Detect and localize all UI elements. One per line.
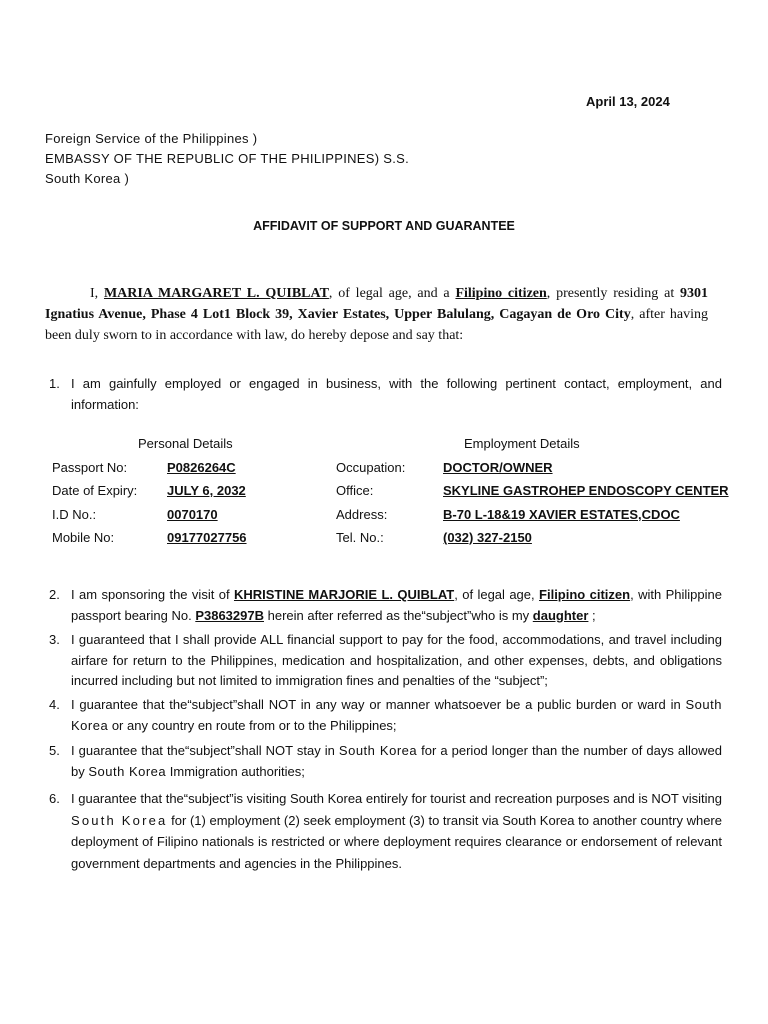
item-5-country-2: South Korea	[88, 763, 167, 779]
intro-pronoun: I,	[90, 286, 99, 301]
id-value: 0070170	[167, 507, 218, 522]
document-title: AFFIDAVIT OF SUPPORT AND GUARANTEE	[253, 219, 515, 233]
item-2-text-1: I am sponsoring the visit of	[71, 587, 230, 602]
item-6-text-1: I guarantee that the“subject”is visiting South Korea entirely for tourist and recreation purposes and is NOT visiting	[71, 791, 722, 806]
mobile-value: 09177027756	[167, 530, 247, 545]
intro-text-3: , after having been duly sworn to in accordance with law, do hereby depose and say that:	[45, 307, 709, 343]
intro-text-1: , of legal age, and a	[328, 286, 450, 301]
venue-block	[45, 129, 409, 189]
item-5-text-3: Immigration authorities;	[169, 763, 305, 779]
item-6-number: 6.	[49, 791, 60, 806]
item-3-number: 3.	[49, 632, 60, 647]
office-label: Office:	[336, 483, 374, 498]
subject-citizenship: Filipino citizen	[539, 587, 631, 602]
intro-paragraph	[45, 283, 708, 346]
item-2-text-3: , with Philippine passport bearing No.	[71, 587, 722, 623]
mobile-label: Mobile No:	[52, 530, 115, 545]
subject-name: KHRISTINE MARJORIE L. QUIBLAT	[233, 587, 455, 602]
item-6-text-2: for (1) employment (2) seek employment (3) to transit via South Korea to another country where deployment of Filipino nationals is restricted or where deployment requires clearance or endorsement of relevant government departments and agencies in the Philippines.	[71, 812, 722, 871]
occupation-label: Occupation:	[336, 460, 406, 475]
item-5	[49, 741, 722, 782]
item-2-text-4: herein after referred as the“subject”who is my	[267, 607, 530, 623]
item-1	[49, 374, 722, 415]
affiant-citizenship: Filipino citizen	[455, 286, 547, 301]
item-1-number: 1.	[49, 376, 60, 391]
item-1-text: I am gainfully employed or engaged in business, with the following pertinent contact, employment, and information:	[71, 376, 722, 412]
subject-passport: P3863297B	[195, 607, 264, 623]
item-2	[49, 585, 722, 626]
expiry-label: Date of Expiry:	[52, 483, 138, 498]
item-5-text-1: I guarantee that the“subject”shall NOT stay in	[71, 743, 335, 758]
item-4-country: South Korea	[71, 697, 722, 733]
tel-value: (032) 327-2150	[443, 530, 532, 545]
passport-label: Passport No:	[52, 460, 128, 475]
item-4-number: 4.	[49, 697, 60, 712]
item-5-text-2: for a period longer than the number of days allowed by	[71, 743, 722, 779]
item-2-text-5: ;	[592, 607, 596, 623]
item-4-text-1: I guarantee that the“subject”shall NOT in any way or manner whatsoever be a public burden or ward in	[71, 697, 681, 712]
venue-line-2: EMBASSY OF THE REPUBLIC OF THE PHILIPPINES) S.S.	[45, 151, 410, 166]
item-3	[49, 630, 722, 692]
item-2-number: 2.	[49, 587, 60, 602]
address-label: Address:	[336, 507, 388, 522]
item-5-number: 5.	[49, 743, 60, 758]
venue-line-1: Foreign Service of the Philippines )	[45, 131, 258, 146]
item-3-text: I guaranteed that I shall provide ALL financial support to pay for the food, accommodations, and travel including airfare for return to the Philippines, medication and hospitalization, and other expenses, debts, and obligations incurred including but not limited to immigration fines and penalties of the “subject”;	[71, 632, 722, 688]
affiant-name: MARIA MARGARET L. QUIBLAT	[103, 286, 329, 301]
item-6	[49, 788, 722, 874]
item-4	[49, 695, 722, 736]
personal-details-header: Personal Details	[138, 436, 233, 451]
tel-label: Tel. No.:	[336, 530, 384, 545]
item-6-country: South Korea	[71, 812, 168, 828]
item-4-text-2: or any country en route from or to the Philippines;	[111, 717, 397, 733]
occupation-value: DOCTOR/OWNER	[443, 460, 553, 475]
passport-value: P0826264C	[167, 460, 236, 475]
intro-text-2: , presently residing at	[546, 286, 675, 301]
item-5-country: South Korea	[338, 743, 418, 758]
document-date: April 13, 2024	[586, 94, 670, 109]
address-value: B-70 L-18&19 XAVIER ESTATES,CDOC	[443, 507, 680, 522]
venue-line-3: South Korea )	[45, 171, 130, 186]
subject-relation: daughter	[532, 607, 589, 623]
employment-details-header: Employment Details	[464, 436, 580, 451]
expiry-value: JULY 6, 2032	[167, 483, 246, 498]
id-label: I.D No.:	[52, 507, 97, 522]
office-value: SKYLINE GASTROHEP ENDOSCOPY CENTER	[443, 483, 729, 498]
item-2-text-2: , of legal age,	[454, 587, 535, 602]
affiant-address: 9301 Ignatius Avenue, Phase 4 Lot1 Block 39, Xavier Estates, Upper Balulang, Cagayan de Oro City	[45, 286, 709, 322]
